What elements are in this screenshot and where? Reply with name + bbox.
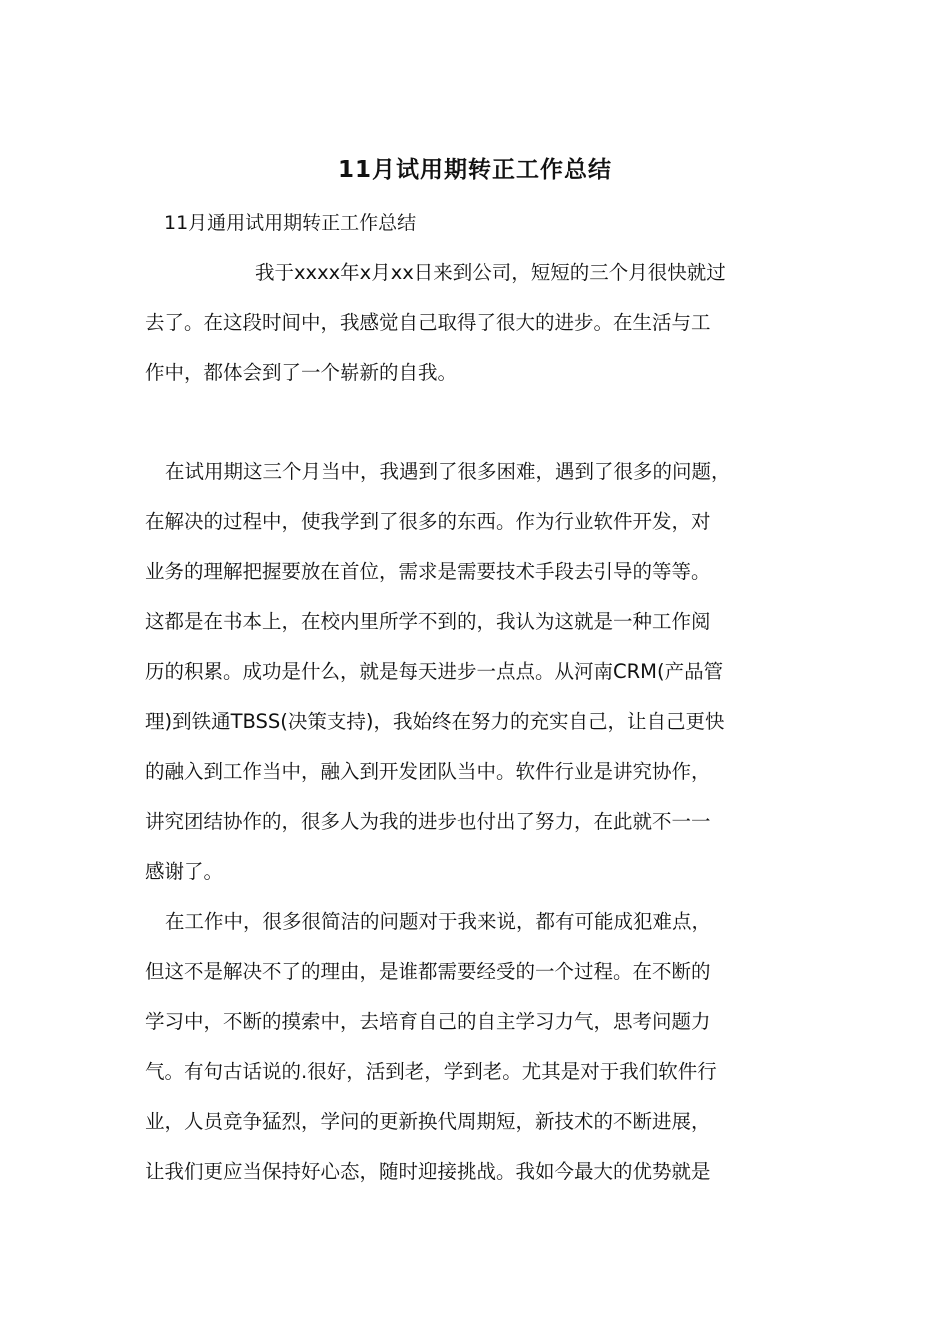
paragraph-line: 但这不是解决不了的理由，是谁都需要经受的一个过程。在不断的: [145, 960, 711, 983]
paragraph-line: 让我们更应当保持好心态，随时迎接挑战。我如今最大的优势就是: [145, 1160, 711, 1183]
paragraph-line: 讲究团结协作的，很多人为我的进步也付出了努力，在此就不一一: [145, 810, 711, 833]
paragraph-line: 在试用期这三个月当中，我遇到了很多困难，遇到了很多的问题，: [165, 460, 731, 483]
document-subtitle: 11月通用试用期转正工作总结: [164, 212, 417, 234]
paragraph-line: 去了。在这段时间中，我感觉自己取得了很大的进步。在生活与工: [145, 311, 711, 334]
paragraph-line: 理)到铁通TBSS(决策支持)，我始终在努力的充实自己，让自己更快: [145, 710, 725, 733]
paragraph-line: 学习中，不断的摸索中，去培育自己的自主学习力气，思考问题力: [145, 1010, 711, 1033]
paragraph-line: 气。有句古话说的.很好，活到老，学到老。尤其是对于我们软件行: [145, 1060, 717, 1083]
paragraph-line: 在解决的过程中，使我学到了很多的东西。作为行业软件开发，对: [145, 510, 711, 533]
paragraph-line: 感谢了。: [145, 860, 224, 883]
paragraph-line: 业务的理解把握要放在首位，需求是需要技术手段去引导的等等。: [145, 560, 711, 583]
paragraph-line: 在工作中，很多很简洁的问题对于我来说，都有可能成犯难点，: [165, 910, 712, 933]
paragraph-line: 的融入到工作当中，融入到开发团队当中。软件行业是讲究协作，: [145, 760, 711, 783]
document-title: 11月试用期转正工作总结: [337, 157, 612, 183]
paragraph-line: 这都是在书本上，在校内里所学不到的，我认为这就是一种工作阅: [145, 610, 711, 633]
paragraph-line: 我于xxxx年x月xx日来到公司，短短的三个月很快就过: [255, 261, 726, 284]
paragraph-line: 作中，都体会到了一个崭新的自我。: [145, 361, 458, 384]
paragraph-line: 历的积累。成功是什么，就是每天进步一点点。从河南CRM(产品管: [145, 660, 724, 683]
paragraph-line: 业，人员竞争猛烈，学问的更新换代周期短，新技术的不断进展，: [145, 1110, 711, 1133]
